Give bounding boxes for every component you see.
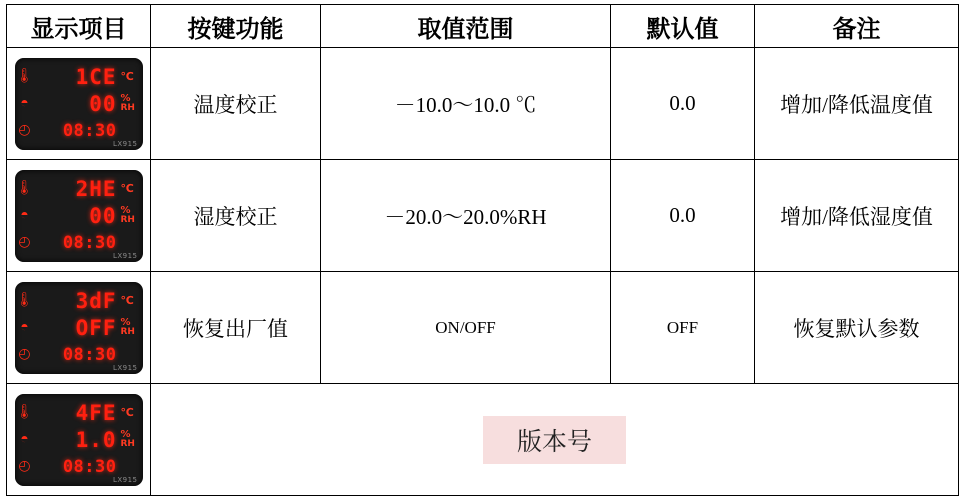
default-cell: 0.0 [611,48,755,160]
device-display [15,58,143,150]
range-cell: －20.0～20.0%RH [321,160,611,272]
device-line-humidity [15,315,143,341]
device-humidity-value: 00 [89,91,117,116]
version-label: 版本号 [483,416,626,464]
device-temperature-unit: ℃ [120,405,134,419]
clock-icon: ◴ [18,122,31,138]
device-brand-label: LX915 [112,475,138,484]
device-temperature-unit: ℃ [120,293,134,307]
clock-icon: ◴ [18,234,31,250]
device-humidity-value: 00 [89,203,117,228]
device-temperature-value: 2HE [75,176,117,201]
display-preview-cell [7,160,151,272]
function-cell: 恢复出厂值 [151,272,321,384]
range-cell: －10.0～10.0 ℃ [321,48,611,160]
humidity-icon: ◓ [20,319,29,335]
thermometer-icon: 🌡 [15,292,34,308]
display-preview-cell [7,384,151,496]
table-header-row [7,5,959,48]
device-temperature-value: 1CE [75,64,117,89]
table-body [7,48,959,496]
device-time-value: 08:30 [62,456,117,477]
device-time-value: 08:30 [62,232,117,253]
display-preview-cell [7,48,151,160]
device-humidity-unit: % RH [120,316,135,338]
humidity-icon: ◓ [20,431,29,447]
device-line-temperature [15,176,143,202]
device-temperature-value: 3dF [75,288,117,313]
device-brand-label: LX915 [112,363,138,372]
device-humidity-value: OFF [75,315,117,340]
function-cell: 湿度校正 [151,160,321,272]
column-header-default: 默认值 [611,5,755,48]
column-header-function: 按键功能 [151,5,321,48]
device-brand-label: LX915 [112,139,138,148]
device-temperature-unit: ℃ [120,181,134,195]
version-cell [151,384,959,496]
device-line-humidity [15,91,143,117]
default-cell: OFF [611,272,755,384]
remark-cell: 增加/降低温度值 [755,48,959,160]
clock-icon: ◴ [18,346,31,362]
clock-icon: ◴ [18,458,31,474]
remark-cell: 增加/降低湿度值 [755,160,959,272]
device-display [15,394,143,486]
remark-cell: 恢复默认参数 [755,272,959,384]
thermometer-icon: 🌡 [15,180,34,196]
device-line-temperature [15,64,143,90]
device-brand-label: LX915 [112,251,138,260]
default-cell: 0.0 [611,160,755,272]
device-line-humidity [15,427,143,453]
device-time-value: 08:30 [62,344,117,365]
range-cell: ON/OFF [321,272,611,384]
column-header-remark: 备注 [755,5,959,48]
device-display [15,282,143,374]
device-display [15,170,143,262]
device-humidity-unit: % RH [120,428,135,450]
device-time-value: 08:30 [62,120,117,141]
display-preview-cell [7,272,151,384]
device-humidity-unit: % RH [120,204,135,226]
humidity-icon: ◓ [20,207,29,223]
column-header-range: 取值范围 [321,5,611,48]
device-humidity-unit: % RH [120,92,135,114]
device-line-temperature [15,400,143,426]
device-temperature-unit: ℃ [120,69,134,83]
column-header-display: 显示项目 [7,5,151,48]
parameter-table [6,4,959,496]
humidity-icon: ◓ [20,95,29,111]
table-row [7,160,959,272]
table-row-version [7,384,959,496]
device-line-temperature [15,288,143,314]
device-line-humidity [15,203,143,229]
table-row [7,48,959,160]
thermometer-icon: 🌡 [15,404,34,420]
device-temperature-value: 4FE [75,400,117,425]
thermometer-icon: 🌡 [15,68,34,84]
function-cell: 温度校正 [151,48,321,160]
device-humidity-value: 1.0 [75,427,117,452]
table-row [7,272,959,384]
table-header [7,5,959,48]
